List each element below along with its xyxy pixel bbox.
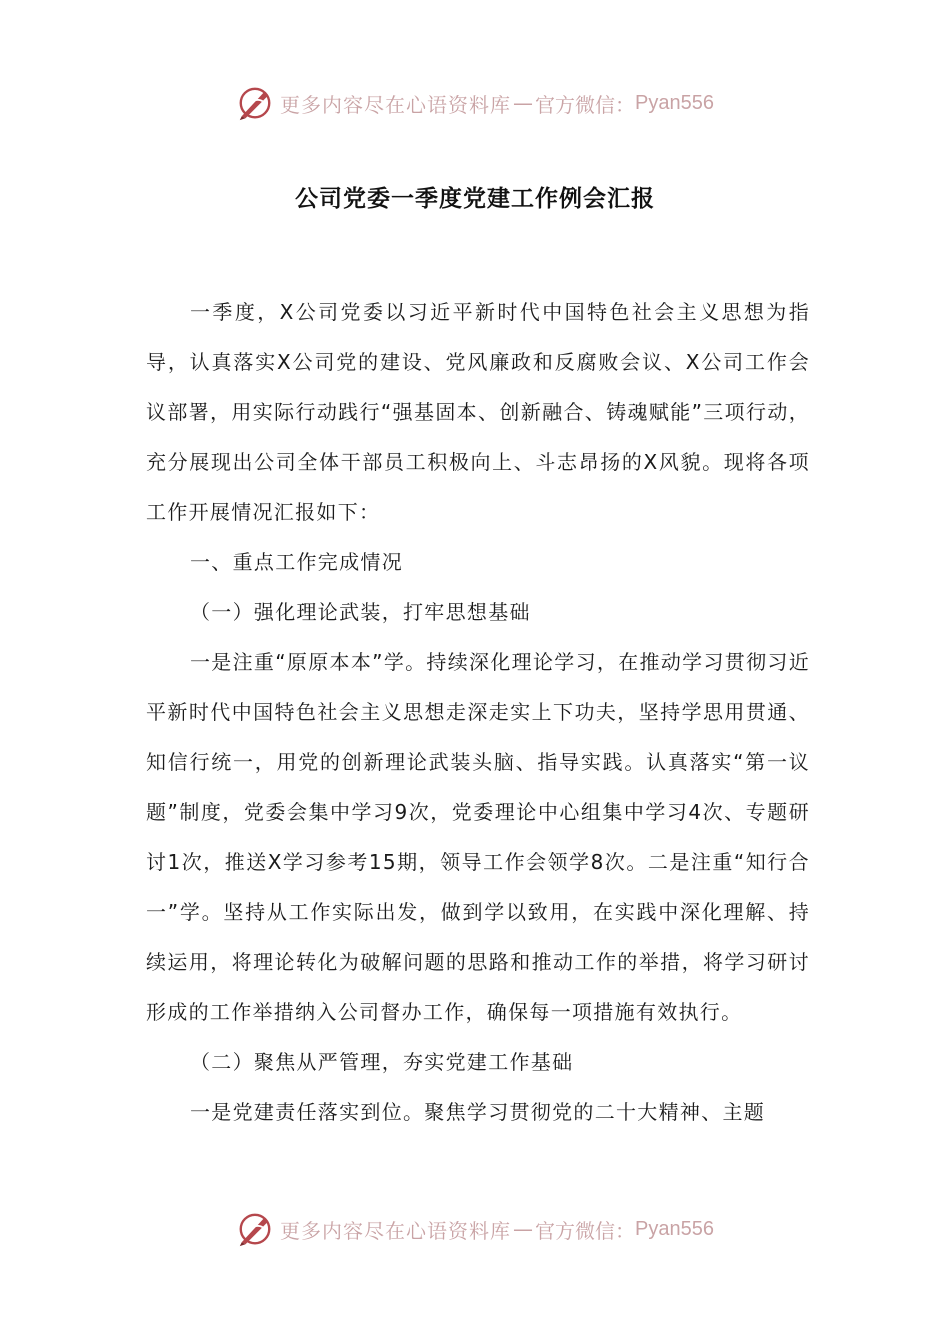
watermark-dash: — [513, 91, 534, 115]
paragraph-intro: 一季度，X公司党委以习近平新时代中国特色社会主义思想为指导，认真落实X公司党的建设、党风廉政和反腐败会议、X公司工作会议部署，用实际行动践行“强基固本、创新融合、铸魂赋能”三项行动，充分展现出公司全体干部员工积极向上、斗志昂扬的X风貌。现将各项工作开展情况汇报如下： [146, 300, 810, 524]
pen-logo-icon [236, 1210, 274, 1248]
watermark-banner-top [0, 78, 950, 128]
paragraph-theory-study: 一是注重“原原本本”学。持续深化理论学习，在推动学习贯彻习近平新时代中国特色社会主义思想走深走实上下功夫，坚持学思用贯通、知信行统一，用党的创新理论武装头脑、指导实践。认真落实“第一议题”制度，党委会集中学习9次，党委理论中心组集中学习4次、专题研讨1次，推送X学习参考15期，领导工作会领学8次。二是注重“知行合一”学。坚持从工作实际出发，做到学以致用，在实践中深化理解、持续运用，将理论转化为破解问题的思路和推动工作的举措，将学习研讨形成的工作举措纳入公司督办工作，确保每一项措施有效执行。 [146, 650, 810, 1024]
watermark-wechat-id: Pyan556 [635, 1217, 714, 1240]
watermark-banner-bottom [0, 1204, 950, 1254]
watermark-site-text: 更多内容尽在心语资料库 [280, 1218, 512, 1243]
subsection-heading-2: （二）聚焦从严管理，夯实党建工作基础 [190, 1050, 574, 1074]
document-body [146, 287, 810, 1137]
section-heading-1: 一、重点工作完成情况 [190, 550, 403, 574]
watermark-site-text: 更多内容尽在心语资料库 [280, 92, 512, 117]
watermark-wechat-label: 官方微信： [535, 1218, 636, 1243]
pen-logo-icon [236, 84, 274, 122]
watermark-wechat-id: Pyan556 [635, 91, 714, 114]
document-title: 公司党委一季度党建工作例会汇报 [295, 186, 655, 212]
paragraph-party-responsibility: 一是党建责任落实到位。聚焦学习贯彻党的二十大精神、主题 [190, 1100, 766, 1124]
subsection-heading-1: （一）强化理论武装，打牢思想基础 [190, 600, 531, 624]
watermark-wechat-label: 官方微信： [535, 92, 636, 117]
watermark-dash: — [513, 1217, 534, 1241]
